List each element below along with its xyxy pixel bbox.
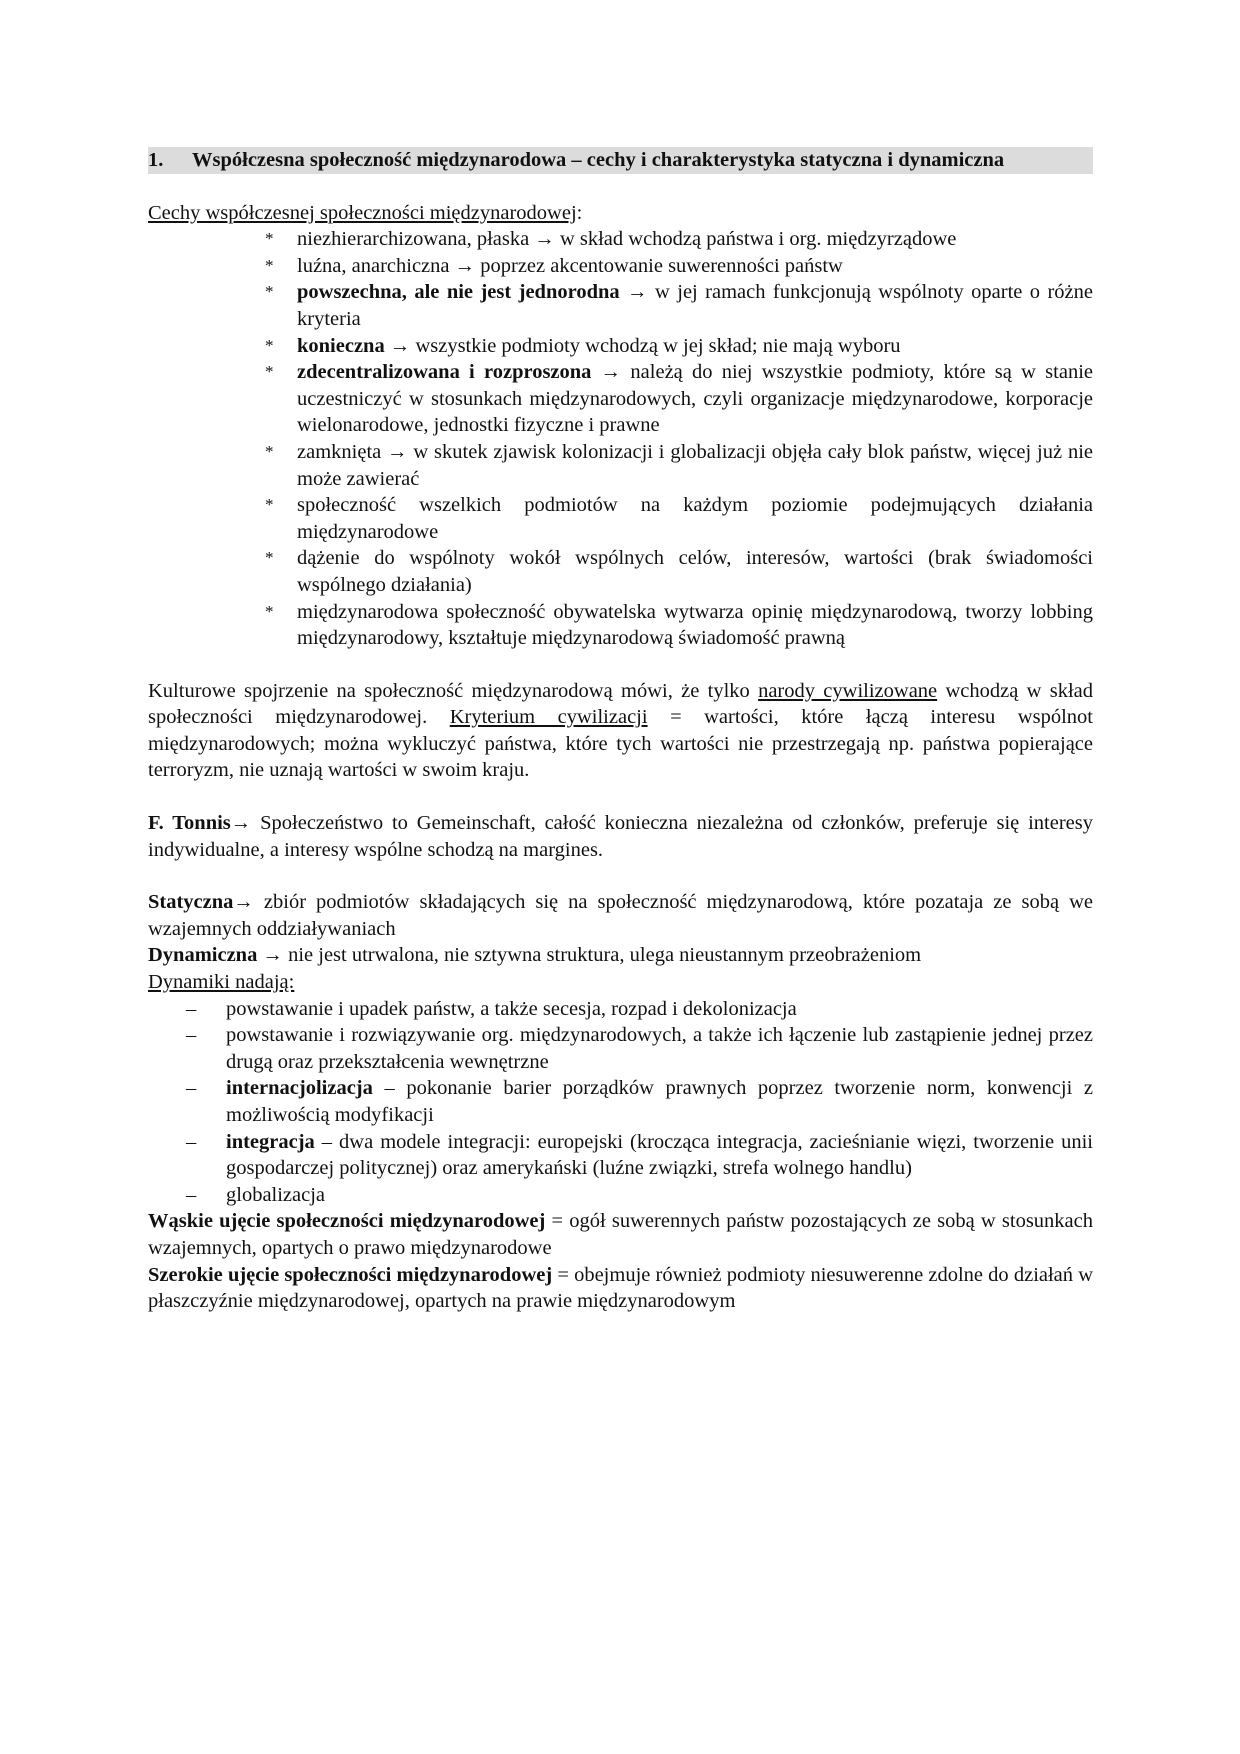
features-label-line [148, 200, 1093, 227]
list-item-bold: zdecentralizowana i rozproszona [297, 361, 592, 384]
feature-item [265, 545, 1093, 598]
list-marker: * [265, 255, 274, 275]
features-label: Cechy współczesnej społeczności międzynarodowej [148, 201, 577, 224]
tonnis-text: → Społeczeństwo to Gemeinschaft, całość konieczna niezależna od członków, preferuje się interesy indywidualne, a interesy wspólne schodzą na margines. [148, 812, 1093, 861]
list-item-text: zamknięta → w skutek zjawisk kolonizacji i globalizacji objęła cały blok państw, więcej już nie może zawierać [297, 440, 1093, 490]
features-list [148, 226, 1093, 652]
list-marker: – [186, 1183, 197, 1206]
dynamics-list [148, 996, 1093, 1209]
narrow-text: = ogół suwerennych państw pozostających ze sobą w stosunkach wzajemnych, opartych o prawo międzynarodowe [148, 1210, 1093, 1259]
dynamic-item [186, 1182, 1093, 1209]
feature-item [265, 439, 1093, 492]
broad-text: = obejmuje również podmioty niesuwerenne zdolne do działań w płaszczyźnie międzynarodowej, opartych na prawie międzynarodowym [148, 1263, 1094, 1313]
static-paragraph [148, 889, 1093, 942]
cultural-text-1: Kulturowe spojrzenie na społeczność międzynarodową mówi, że tylko [148, 679, 759, 702]
heading-title: Współczesna społeczność międzynarodowa – cechy i charakterystyka statyczna i dynamiczna [192, 149, 1005, 171]
dynamic-term: Dynamiczna [148, 944, 258, 967]
dynamic-item [186, 996, 1093, 1023]
cultural-paragraph [148, 678, 1093, 784]
list-item-text: powstawanie i upadek państw, a także secesja, rozpad i dekolonizacja [226, 997, 797, 1020]
feature-item [265, 333, 1093, 360]
cultural-text-2: wchodzą w skład społeczności międzynarodowej. [148, 679, 1093, 729]
dynamic-sublabel-line [148, 969, 1093, 996]
static-text: → zbiór podmiotów składających się na społeczność międzynarodową, które pozataja ze sobą we wzajemnych oddziaływaniach [148, 891, 1093, 940]
list-item-text: społeczność wszelkich podmiotów na każdym poziomie podejmujących działania międzynarodowe [297, 494, 1093, 543]
feature-item [265, 492, 1093, 545]
list-item-bold: integracja [226, 1130, 315, 1153]
list-marker: – [186, 1024, 197, 1047]
dynamic-item [186, 1022, 1093, 1075]
dynamic-item [186, 1129, 1093, 1182]
list-marker: – [186, 997, 197, 1020]
list-marker: * [265, 441, 274, 461]
list-item-bold: konieczna [297, 334, 385, 357]
spacer [148, 174, 1093, 200]
list-item-text: → należą do niej wszystkie podmioty, które są w stanie uczestniczyć w stosunkach międzynarodowych, czyli organizacje międzynarodowe, korporacje wielonarodowe, jednostki fizyczne i prawne [297, 361, 1093, 437]
static-term: Statyczna [148, 891, 234, 914]
tonnis-name: F. Tonnis [148, 812, 231, 835]
tonnis-paragraph [148, 810, 1093, 863]
document-content [148, 147, 1093, 1315]
list-item-text: niezhierarchizowana, płaska → w skład wchodzą państwa i org. międzyrządowe [297, 228, 957, 251]
features-label-colon: : [576, 201, 583, 224]
dynamic-item [186, 1075, 1093, 1128]
feature-item [265, 279, 1093, 332]
list-marker: * [265, 362, 274, 382]
section-heading [148, 147, 1093, 174]
list-marker: * [265, 282, 274, 302]
dynamic-text: → nie jest utrwalona, nie sztywna struktura, ulega nieustannym przeobrażeniom [257, 944, 922, 967]
list-item-text: → wszystkie podmioty wchodzą w jej skład; nie mają wyboru [384, 334, 901, 357]
feature-item [265, 226, 1093, 253]
list-item-bold: internacjolizacja [226, 1077, 373, 1100]
cultural-term-civilized: narody cywilizowane [758, 679, 938, 702]
dynamic-sublabel: Dynamiki nadają: [148, 971, 295, 994]
list-item-text: – pokonanie barier porządków prawnych poprzez tworzenie norm, konwencji z możliwością modyfikacji [226, 1077, 1093, 1126]
cultural-term-criterion: Kryterium cywilizacji [449, 706, 648, 729]
list-item-bold: powszechna, ale nie jest jednorodna [297, 281, 620, 304]
list-marker: * [265, 601, 274, 621]
broad-term: Szerokie ujęcie społeczności międzynarodowej [148, 1263, 553, 1286]
narrow-term: Wąskie ujęcie społeczności międzynarodowej [148, 1210, 546, 1233]
list-item-text: globalizacja [226, 1183, 326, 1206]
list-item-text: dążenie do wspólnoty wokół wspólnych celów, interesów, wartości (brak świadomości wspólnego działania) [297, 547, 1093, 596]
list-marker: – [186, 1077, 197, 1100]
list-item-text: międzynarodowa społeczność obywatelska wytwarza opinię międzynarodową, tworzy lobbing międzynarodowy, kształtuje międzynarodową świadomość prawną [297, 600, 1093, 650]
spacer [148, 863, 1093, 889]
list-marker: * [265, 495, 274, 515]
narrow-paragraph [148, 1208, 1093, 1261]
list-item-text: – dwa modele integracji: europejski (krocząca integracja, zacieśnianie więzi, tworzenie unii gospodarczej politycznej) oraz amerykański (luźne związki, strefa wolnego handlu) [226, 1130, 1093, 1180]
list-item-text: → w jej ramach funkcjonują wspólnoty oparte o różne kryteria [297, 281, 1094, 330]
cultural-text-3: = wartości, które łączą interesu wspólnot międzynarodowych; można wykluczyć państwa, które tych wartości nie przestrzegają np. państwa popierające terroryzm, nie uznają wartości w swoim kraju. [148, 706, 1093, 782]
feature-item [265, 359, 1093, 439]
feature-item [265, 253, 1093, 280]
list-marker: * [265, 229, 274, 249]
heading-number: 1. [148, 149, 164, 171]
feature-item [265, 599, 1093, 652]
dynamic-paragraph [148, 942, 1093, 969]
list-marker: – [186, 1130, 197, 1153]
spacer [148, 652, 1093, 678]
list-item-text: luźna, anarchiczna → poprzez akcentowanie suwerenności państw [297, 254, 843, 277]
broad-paragraph [148, 1262, 1093, 1315]
spacer [148, 784, 1093, 810]
list-marker: * [265, 548, 274, 568]
list-marker: * [265, 335, 274, 355]
list-item-text: powstawanie i rozwiązywanie org. międzynarodowych, a także ich łączenie lub zastąpienie jednej przez drugą oraz przekształcenia wewnętrzne [226, 1024, 1093, 1073]
